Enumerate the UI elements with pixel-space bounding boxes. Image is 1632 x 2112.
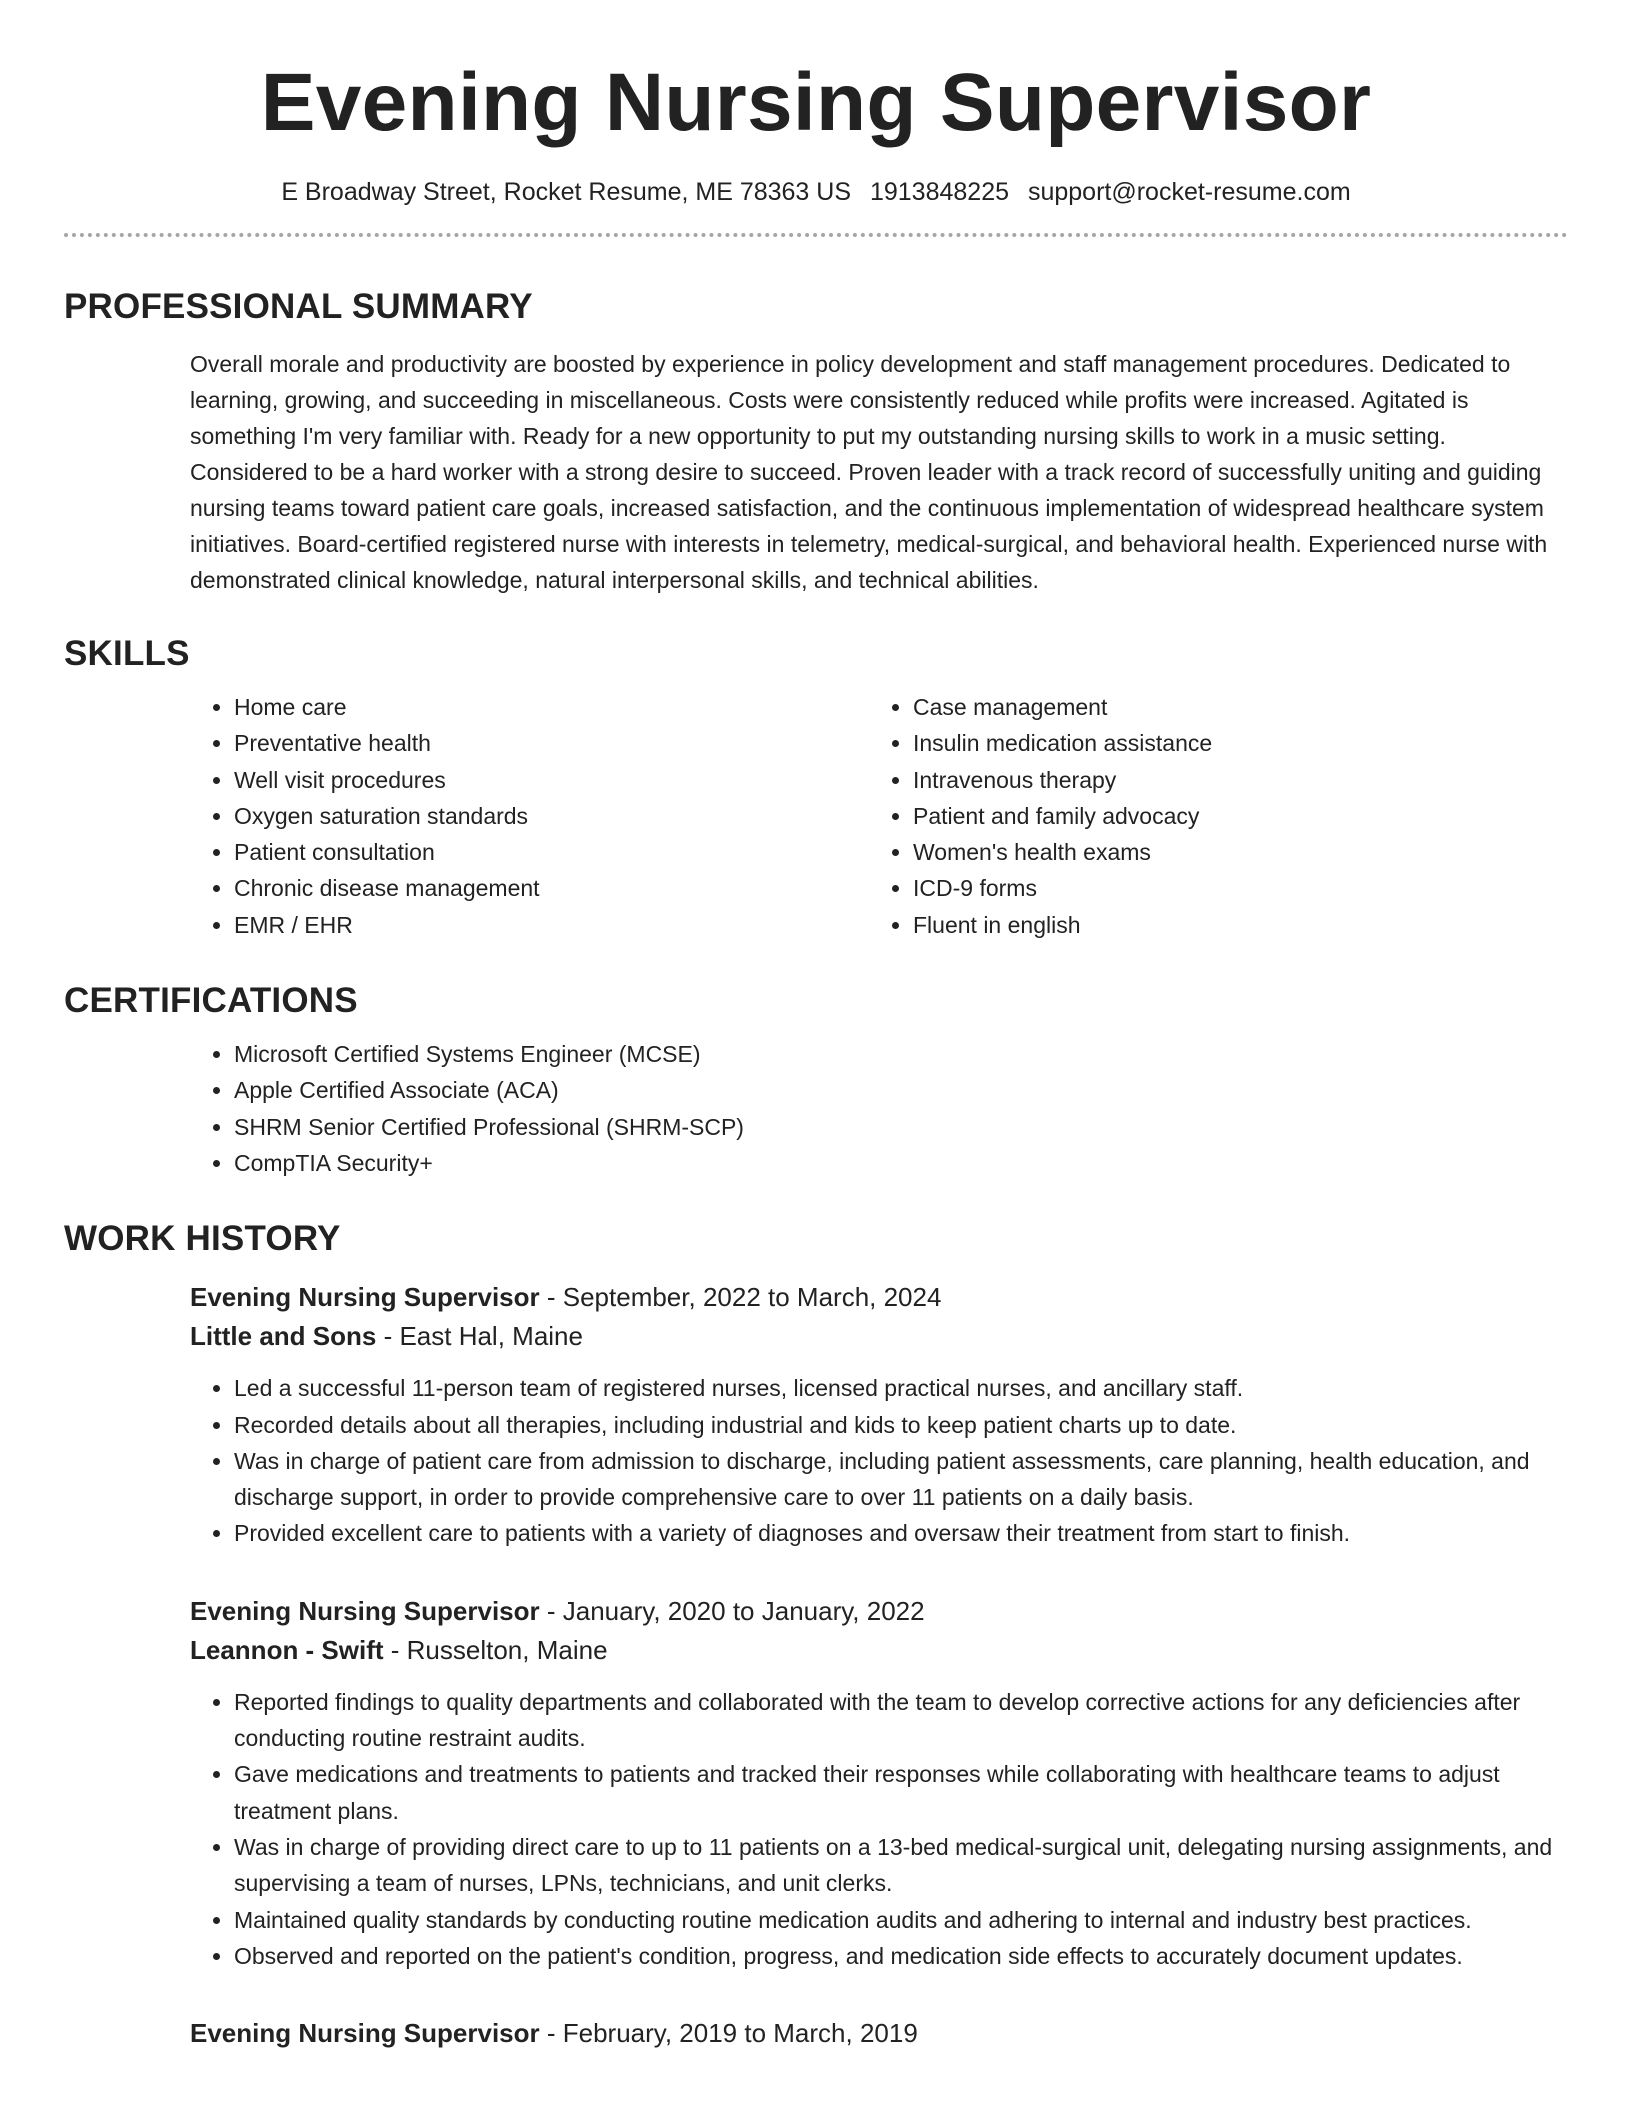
skill-item: • EMR / EHR — [234, 907, 869, 943]
skill-item: • ICD-9 forms — [913, 870, 1548, 906]
contact-email: support@rocket-resume.com — [1027, 178, 1351, 206]
job-duty-item: • Observed and reported on the patient's condition, progress, and medication side effects to accurately document updates. — [234, 1938, 1568, 1974]
skills-grid — [190, 689, 1568, 943]
skills-list-left — [190, 689, 869, 943]
certification-item: • Apple Certified Associate (ACA) — [234, 1072, 1568, 1108]
job-title-line — [190, 1278, 1568, 1316]
skill-item: • Patient consultation — [234, 834, 869, 870]
skills-list-right — [869, 689, 1548, 943]
header-divider — [64, 233, 1568, 237]
resume-title: Evening Nursing Supervisor — [260, 57, 1372, 148]
job-title: Evening Nursing Supervisor — [190, 1595, 540, 1626]
skill-item: • Insulin medication assistance — [913, 725, 1548, 761]
skill-item: • Preventative health — [234, 725, 869, 761]
skill-item: • Intravenous therapy — [913, 762, 1548, 798]
job-duty-item: • Gave medications and treatments to patients and tracked their responses while collaborating with healthcare teams to adjust treatment plans. — [234, 1756, 1568, 1829]
skills-column-right — [869, 689, 1548, 943]
certification-item: • Microsoft Certified Systems Engineer (MCSE) — [234, 1036, 1568, 1072]
job-duty-item: • Recorded details about all therapies, including industrial and kids to keep patient charts up to date. — [234, 1407, 1568, 1443]
job-duties-list — [190, 1370, 1568, 1551]
job-duties-list — [190, 1684, 1568, 1974]
job-duty-item: • Led a successful 11-person team of registered nurses, licensed practical nurses, and ancillary staff. — [234, 1370, 1568, 1406]
job-duty-item: • Maintained quality standards by conducting routine medication audits and adhering to internal and industry best practices. — [234, 1902, 1568, 1938]
contact-phone: 1913848225 — [869, 178, 1010, 206]
job-title-line — [190, 1592, 1568, 1630]
job-duty-item: • Was in charge of patient care from admission to discharge, including patient assessments, care planning, health education, and discharge support, in order to provide comprehensive care to over 11 patients on a daily basis. — [234, 1443, 1568, 1516]
job-location: - Russelton, Maine — [383, 1634, 608, 1665]
skill-item: • Women's health exams — [913, 834, 1548, 870]
job-entry — [190, 1278, 1568, 1551]
summary-heading: PROFESSIONAL SUMMARY — [64, 287, 533, 326]
certifications-heading: CERTIFICATIONS — [64, 981, 358, 1021]
summary-text: Overall morale and productivity are boosted by experience in policy development and staff management procedures. Dedicated to learning, growing, and succeeding in miscellaneous. Costs were consistently reduced while profits were increased. Agitated is something I'm very familiar with. Ready for a new opportunity to put my outstanding nursing skills to work in a music setting. Considered to be a hard worker with a strong desire to succeed. Proven leader with a track record of successfully uniting and guiding nursing teams toward patient care goals, increased satisfaction, and the continuous implementation of widespread healthcare system initiatives. Board-certified registered nurse with interests in telemetry, medical-surgical, and behavioral health. Experienced nurse with demonstrated clinical knowledge, natural interpersonal skills, and technical abilities. — [190, 351, 1548, 593]
job-entry — [190, 2014, 1568, 2052]
certifications-section — [190, 1036, 1568, 1181]
job-dates: - February, 2019 to March, 2019 — [539, 2018, 918, 2049]
contact-address: E Broadway Street, Rocket Resume, ME 78363 US — [281, 178, 852, 206]
contact-line — [64, 178, 1568, 207]
certifications-list — [190, 1036, 1568, 1181]
work-history-heading: WORK HISTORY — [64, 1219, 341, 1259]
skill-item: • Well visit procedures — [234, 762, 869, 798]
job-duty-item: • Reported findings to quality departments and collaborated with the team to develop corrective actions for any deficiencies after conducting routine restraint audits. — [234, 1684, 1568, 1757]
skills-heading: SKILLS — [64, 634, 190, 673]
skill-item: • Case management — [913, 689, 1548, 725]
skill-item: • Oxygen saturation standards — [234, 798, 869, 834]
job-duty-item: • Provided excellent care to patients with a variety of diagnoses and oversaw their treatment from start to finish. — [234, 1515, 1568, 1551]
job-company: Little and Sons — [190, 1321, 377, 1352]
job-title: Evening Nursing Supervisor — [190, 2018, 540, 2049]
job-entry — [190, 1592, 1568, 1974]
skill-item: • Chronic disease management — [234, 870, 869, 906]
job-title-line — [190, 2014, 1568, 2052]
certification-item: • SHRM Senior Certified Professional (SHRM-SCP) — [234, 1109, 1568, 1145]
job-location: - East Hal, Maine — [376, 1321, 583, 1352]
job-company-line — [190, 1316, 1568, 1356]
work-history-list — [64, 1278, 1568, 2052]
skill-item: • Patient and family advocacy — [913, 798, 1548, 834]
job-dates: - September, 2022 to March, 2024 — [539, 1282, 942, 1313]
skill-item: • Fluent in english — [913, 907, 1548, 943]
skill-item: • Home care — [234, 689, 869, 725]
job-company-line — [190, 1630, 1568, 1670]
job-dates: - January, 2020 to January, 2022 — [539, 1595, 925, 1626]
job-title: Evening Nursing Supervisor — [190, 1282, 540, 1313]
skills-column-left — [190, 689, 869, 943]
job-company: Leannon - Swift — [190, 1634, 384, 1665]
job-duty-item: • Was in charge of providing direct care to up to 11 patients on a 13-bed medical-surgical unit, delegating nursing assignments, and supervising a team of nurses, LPNs, technicians, and unit clerks. — [234, 1829, 1568, 1902]
certification-item: • CompTIA Security+ — [234, 1145, 1568, 1181]
